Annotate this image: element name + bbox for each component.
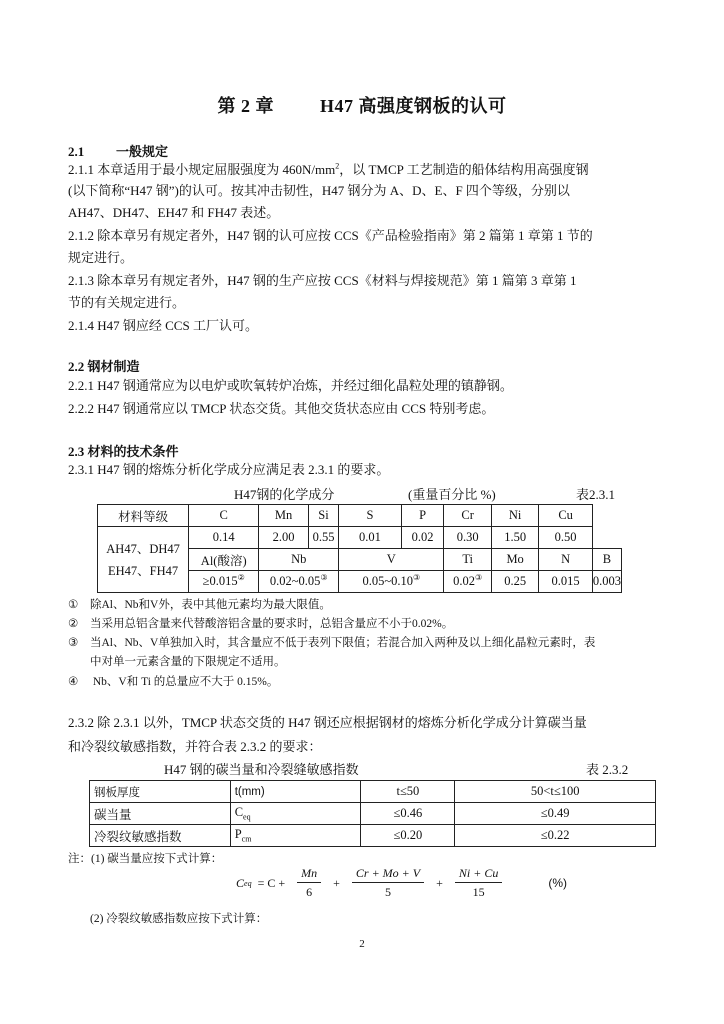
page-number: 2 [359,938,365,950]
table-header-cell: C [189,505,259,527]
table-header-cell: 50<t≤100 [455,781,656,803]
table-cell: $C_{eq}$ [230,803,361,825]
table-header-cell: Ni [491,505,538,527]
paragraph-line: (以下简称“H47 钢”)的认可。按其冲击韧性，H47 钢分为 A、D、E、F 四个等级，分别以 [68,183,570,198]
table-cell: ≥0.015② [189,571,259,593]
table-cell: ≤0.49 [455,803,656,825]
table-header-cell: Ti [444,549,491,571]
paragraph-line: 和冷裂纹敏感指数，并符合表 2.3.2 的要求： [68,739,322,754]
table-cell: 0.01 [339,527,402,549]
paragraph-line: 节的有关规定进行。 [68,295,186,310]
table-2-3-1-caption: H47钢的化学成分 [234,487,335,502]
table-header-cell: 钢板厚度 [90,781,231,803]
table-cell: 0.015 [539,571,593,593]
table-cell: 0.05~0.10③ [339,571,444,593]
paragraph-line: 2.3.1 H47 钢的熔炼分析化学成分应满足表 2.3.1 的要求。 [68,462,390,477]
paragraph-line: 2.1.3 除本章另有规定者外，H47 钢的生产应按 CCS《材料与焊接规范》第 1 篇第 3 章第 1 [68,273,577,288]
table-cell: ≤0.20 [361,825,455,847]
table-header-cell: t(mm) [230,781,361,803]
table-cell: 0.02~0.05③ [259,571,339,593]
table-header-cell: S [339,505,402,527]
table-cell: 冷裂纹敏感指数 [90,825,231,847]
table-cell: $P_{cm}$ [230,825,361,847]
chapter-heading: H47 高强度钢板的认可 [319,96,507,116]
table-header-cell: Al(酸溶) [189,549,259,571]
section-2-2-heading: 2.2 钢材制造 [68,359,140,374]
table-header-cell: P [401,505,444,527]
paragraph-line: 2.1.1 本章适用于最小规定屈服强度为 $460N/mm^2$，以 TMCP 工艺制造的船体结构用高强度钢 [68,161,589,177]
paragraph-line: AH47、DH47、EH47 和 FH47 表述。 [68,205,280,220]
grade-cell: AH47、DH47 EH47、FH47 [98,527,189,593]
fraction: $\frac{Mn}{6}$ [297,866,321,900]
table-header-cell: Cr [444,505,491,527]
table-header-cell: 材料等级 [98,505,189,527]
table-note: ③ 当Al、Nb、V单独加入时，其含量应不低于表列下限值；若混合加入两种及以上细化晶粒元素时，表 [68,637,596,649]
table-header-cell: Mn [259,505,309,527]
table-cell: 0.30 [444,527,491,549]
table-row [98,505,622,527]
table-note: ② 当采用总铝含量来代替酸溶铝含量的要求时，总铝含量应不小于0.02%。 [68,618,454,630]
chapter-title [0,92,724,118]
table-note: 注：(1) 碳当量应按下式计算： [68,853,223,865]
table-note: 中对单一元素含量的下限规定不适用。 [90,656,286,668]
table-cell: 0.50 [539,527,593,549]
paragraph-line: 2.2.2 H47 钢通常应以 TMCP 状态交货。其他交货状态应由 CCS 特别考虑。 [68,401,495,416]
table-header-cell: Cu [539,505,593,527]
table-header-cell: B [592,549,621,571]
table-header-cell: t≤50 [361,781,455,803]
table-row [90,781,656,803]
table-cell: 0.02③ [444,571,491,593]
table-cell: 0.55 [308,527,338,549]
table-note: ④ Nb、V和 Ti 的总量应不大于 0.15%。 [68,676,279,688]
table-cell: 1.50 [491,527,538,549]
table-header-cell: N [539,549,593,571]
carbon-equivalent-formula: C eq = C + $\frac{Mn}{6}$ + $\frac{Cr + Mo + V}{5}$ + $\frac{Ni + Cu}{15}$ (%) [236,866,568,899]
table-row [98,527,622,549]
table-header-cell: V [339,549,444,571]
paragraph-line: 2.1.2 除本章另有规定者外，H47 钢的认可应按 CCS《产品检验指南》第 2 篇第 1 章第 1 节的 [68,228,593,243]
table-note: ① 除Al、Nb和V外，表中其他元素均为最大限值。 [68,599,331,611]
paragraph-line: 2.1.4 H47 钢应经 CCS 工厂认可。 [68,318,258,333]
table-2-3-1-label: 表2.3.1 [576,487,616,502]
paragraph-line: 规定进行。 [68,250,134,265]
table-cell: 0.25 [491,571,538,593]
section-2-3-heading: 2.3 材料的技术条件 [68,444,179,459]
table-cell: 2.00 [259,527,309,549]
carbon-equivalent-table [89,780,656,847]
table-2-3-1-unit: (重量百分比 %) [408,487,496,502]
paragraph-line: 2.3.2 除 2.3.1 以外，TMCP 状态交货的 H47 钢还应根据钢材的熔炼分析化学成分计算碳当量 [68,715,587,730]
chemical-composition-table [97,504,622,593]
section-2-1-heading: 2.1 一般规定 [68,144,169,159]
fraction: $\frac{Ni + Cu}{15}$ [455,866,502,900]
table-row [90,803,656,825]
table-cell: 碳当量 [90,803,231,825]
table-header-cell: Si [308,505,338,527]
table-cell: ≤0.46 [361,803,455,825]
table-header-cell: Mo [491,549,538,571]
table-note: (2) 冷裂纹敏感指数应按下式计算： [90,913,268,925]
table-2-3-2-label: 表 2.3.2 [586,762,629,777]
fraction: $\frac{Cr + Mo + V}{5}$ [352,866,424,900]
chapter-number: 第 2 章 [217,96,274,116]
table-cell: 0.14 [189,527,259,549]
table-cell: ≤0.22 [455,825,656,847]
table-header-cell: Nb [259,549,339,571]
table-2-3-2-caption: H47 钢的碳当量和冷裂缝敏感指数 [164,762,359,777]
paragraph-line: 2.2.1 H47 钢通常应为以电炉或吹氧转炉冶炼，并经过细化晶粒处理的镇静钢。 [68,378,513,393]
table-row [90,825,656,847]
table-cell: 0.02 [401,527,444,549]
table-cell: 0.003 [592,571,621,593]
